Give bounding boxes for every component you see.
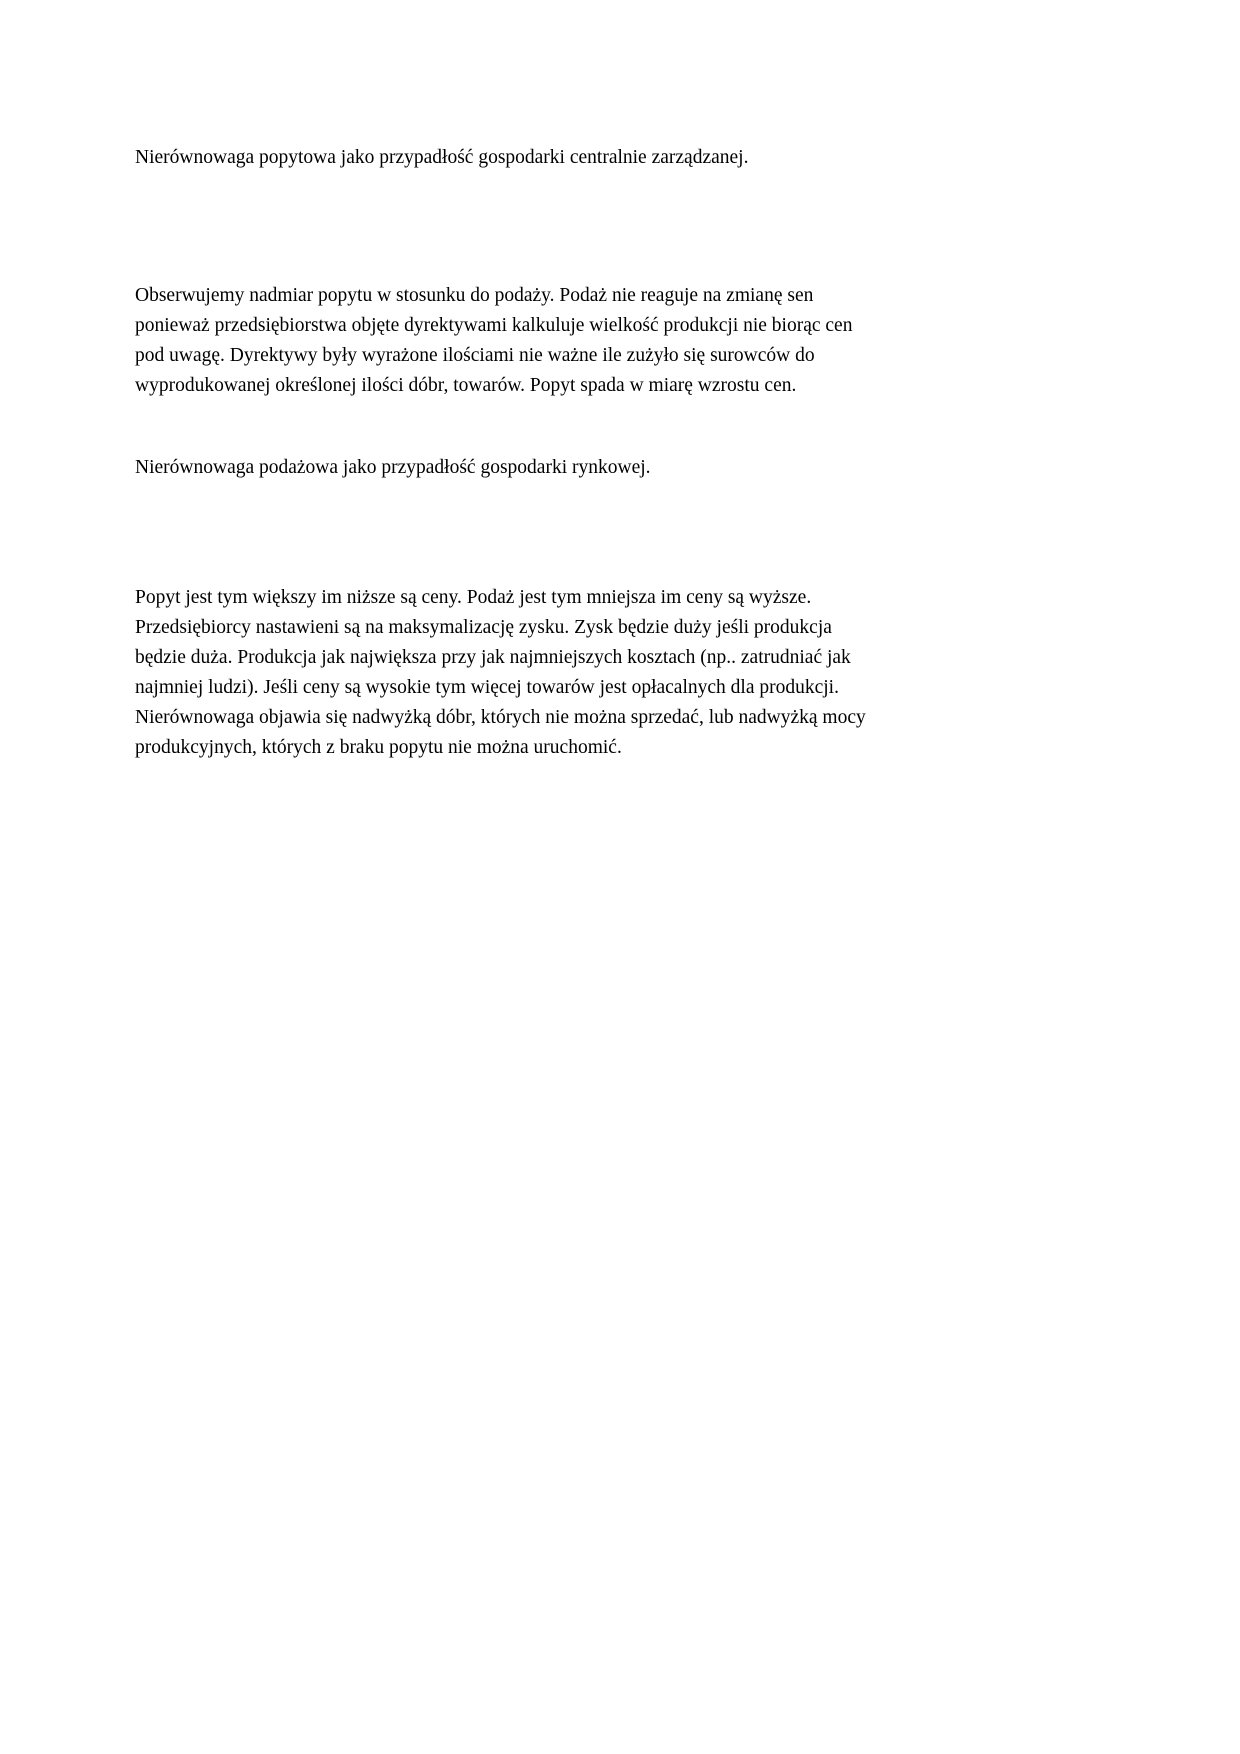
document-content <box>135 143 1035 763</box>
text-line: produkcyjnych, których z braku popytu nie można uruchomić. <box>135 737 622 758</box>
paragraph-demand <box>135 281 1035 401</box>
spacer <box>135 483 1035 583</box>
text-line: Obserwujemy nadmiar popytu w stosunku do podaży. Podaż nie reaguje na zmianę sen <box>135 285 814 306</box>
text-line: Nierównowaga objawia się nadwyżką dóbr, których nie można sprzedać, lub nadwyżką mocy <box>135 707 866 728</box>
text-line: najmniej ludzi). Jeśli ceny są wysokie tym więcej towarów jest opłacalnych dla produkcji. <box>135 677 839 698</box>
heading-supply-disequilibrium: Nierównowaga podażowa jako przypadłość gospodarki rynkowej. <box>135 457 651 478</box>
paragraph-supply <box>135 583 1035 763</box>
text-line: ponieważ przedsiębiorstwa objęte dyrektywami kalkuluje wielkość produkcji nie biorąc cen <box>135 315 853 336</box>
text-line: pod uwagę. Dyrektywy były wyrażone ilościami nie ważne ile zużyło się surowców do <box>135 345 815 366</box>
text-line: Popyt jest tym większy im niższe są ceny. Podaż jest tym mniejsza im ceny są wyższe. <box>135 587 812 608</box>
text-line: wyprodukowanej określonej ilości dóbr, towarów. Popyt spada w miarę wzrostu cen. <box>135 375 797 396</box>
text-line: będzie duża. Produkcja jak największa przy jak najmniejszych kosztach (np.. zatrudniać jak <box>135 647 851 668</box>
spacer <box>135 401 1035 453</box>
spacer <box>135 173 1035 281</box>
heading-demand-disequilibrium: Nierównowaga popytowa jako przypadłość gospodarki centralnie zarządzanej. <box>135 147 749 168</box>
text-line: Przedsiębiorcy nastawieni są na maksymalizację zysku. Zysk będzie duży jeśli produkcja <box>135 617 832 638</box>
